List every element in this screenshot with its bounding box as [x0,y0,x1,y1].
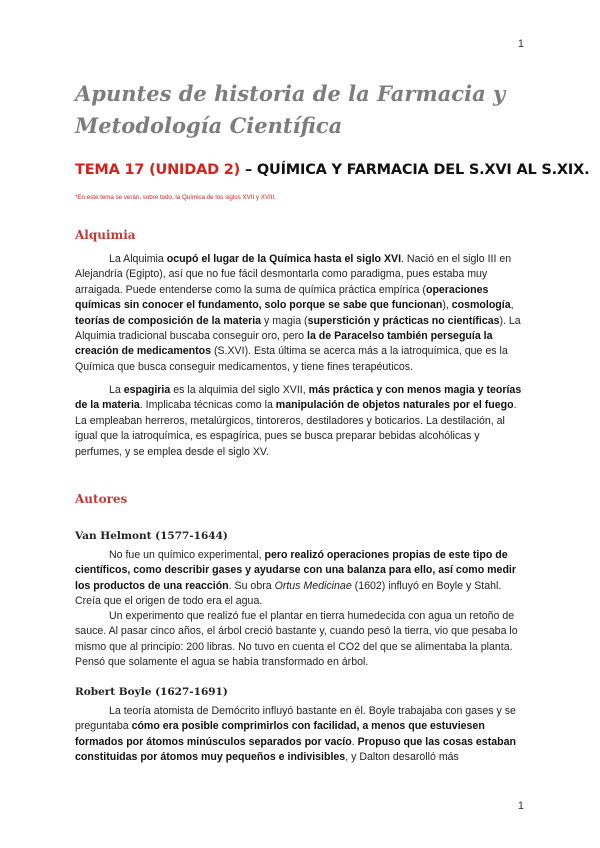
text-run: más práctica y con menos magia y teorías de la materia [75,384,522,412]
text-run: (1602) influyó en Boyle y Stahl. Creía que el origen de todo era el agua. [75,579,502,608]
text-run: , [510,299,514,312]
text-run: La Alquimia [109,253,167,265]
paragraph-boyle-1 [75,704,527,766]
page-number-top: 1 [517,38,524,50]
tema-heading-number: TEMA 17 (UNIDAD 2) [75,162,241,178]
text-run: La [109,384,124,396]
text-run: . Implicaba técnicas como la [139,399,276,412]
text-run: teorías de composición de la materia [75,314,262,327]
text-run: ), [442,299,452,312]
text-run: . Nació en el siglo III en Alejandría (Egipto), así que no fue fácil desmontarla como paradigma, pues estaba muy arraigada. Puede entenderse como la suma de química práctica empírica ( [75,253,512,296]
text-run: cosmología [451,299,511,312]
text-run: cómo era posible comprimirlos con facilidad, a menos que estuviesen formados por átomos minúsculos separados por vacío [75,720,485,748]
text-run: y magia ( [261,314,308,327]
text-run: Ortus Medicinae [274,579,352,592]
subheading-robert-boyle: Robert Boyle (1627-1691) [75,686,228,698]
text-run: No fue un químico experimental, [109,549,265,561]
paragraph-helmont-2 [75,609,527,671]
text-run: pero realizó operaciones propias de este tipo de científicos, como describir gases y ayudarse con una balanza para ello, así como medir los productos de una reacción [75,549,516,592]
paragraph-helmont-1 [75,548,527,610]
tema-heading [75,162,590,178]
text-run: la de Paracelso también perseguía la creación de medicamentos [75,330,493,358]
section-heading-alquimia: Alquimia [75,228,136,242]
text-run: La teoría atomista de Demócrito influyó bastante en él. Boyle trabajaba con gases y se preguntaba [75,705,516,733]
text-run: . La empleaban herreros, metalúrgicos, tintoreros, destiladores y boticarios. La destilación, al igual que la iatroquímica, es espagírica, pues se busca preparar bebidas alcohólicas y perfumes, y se emplea desde el siglo XV. [75,399,517,458]
text-run: . [351,735,358,748]
text-run: , y Dalton desarolló más [345,751,459,764]
paragraph-alquimia-2 [75,383,527,460]
text-run: superstición y prácticas no científicas [307,314,500,327]
paragraph-alquimia-1 [75,252,527,375]
text-run: espagiria [123,384,171,396]
text-run: manipulación de objetos naturales por el fuego [275,399,514,412]
text-run: Un experimento que realizó fue el plantar en tierra humedecida con agua un retoño de sauce. Al pasar cinco años, el árbol creció bastante y, cuando pesó la tierra, vio que pesaba lo mismo que al principio: 200 libras. No tuvo en cuenta el CO2 del que se alimentaba la planta. Pensó que solamente el agua se había transformado en árbol. [75,610,518,669]
text-run: ocupó el lugar de la Química hasta el siglo XVI [166,253,402,265]
text-run: operaciones químicas sin conocer el fundamento, solo porque se sabe que funcionan [75,283,489,312]
text-run: ). La Alquimia tradicional buscaba conseguir oro, pero [75,314,521,343]
tema-note: *En este tema se verán, sobre todo, la Química de los siglos XVII y XVIII. [75,194,276,201]
text-run: (S.XVI). Esta última se acerca más a la iatroquímica, que es la Química que busca conseguir medicamentos, y tiene fines terapéuticos. [75,345,508,373]
text-run: . Su obra [228,579,275,592]
document-title-line-1: Apuntes de historia de la Farmacia y [75,81,506,106]
document-title-line-2: Metodología Científica [75,113,343,138]
text-run: Propuso que las cosas estaban constituidas por átomos muy pequeños e indivisibles [75,735,516,764]
tema-heading-title: – QUÍMICA Y FARMACIA DEL S.XVI AL S.XIX. [240,162,590,178]
section-heading-autores: Autores [75,492,128,506]
subheading-van-helmont: Van Helmont (1577-1644) [75,530,228,542]
text-run: es la alquimia del siglo XVII, [170,384,309,396]
page-number-bottom: 1 [517,800,524,812]
